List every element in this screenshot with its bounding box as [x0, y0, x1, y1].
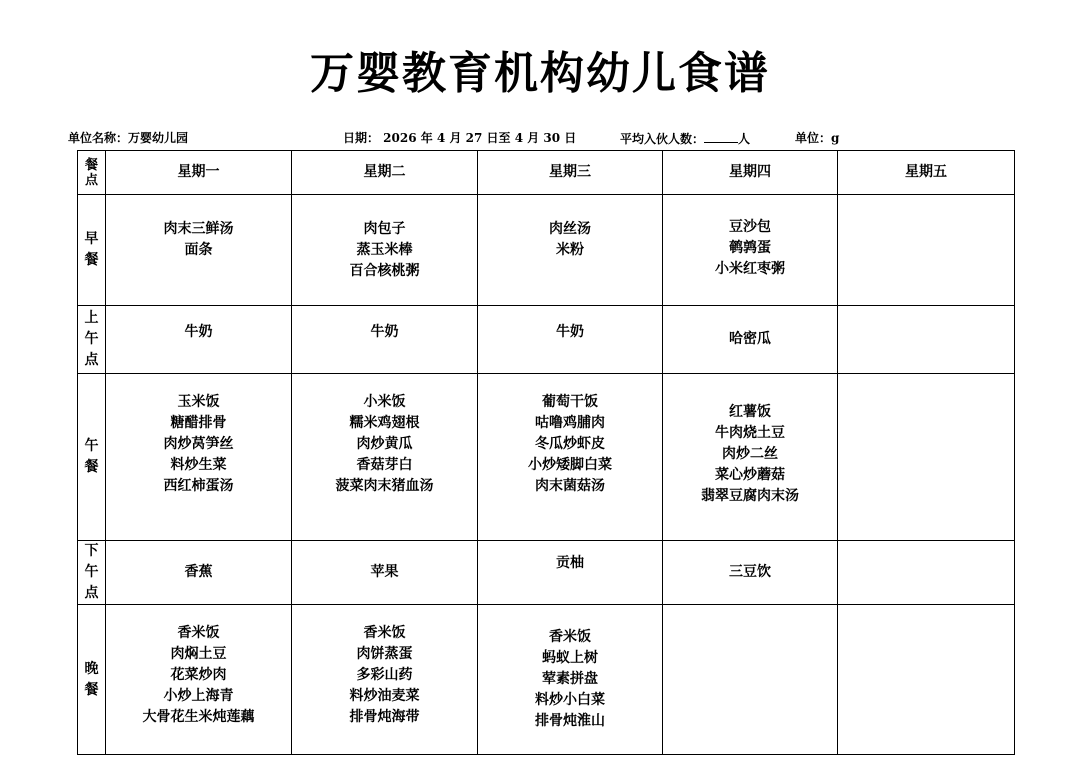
dish: 米粉	[556, 242, 584, 258]
dish: 苹果	[370, 564, 399, 580]
meal-label-char: 餐	[84, 681, 99, 698]
dish: 肉包子	[363, 220, 406, 237]
dish: 牛奶	[556, 324, 584, 340]
dish: 糖醋排骨	[170, 415, 227, 431]
dish: 香蕉	[184, 564, 213, 580]
dish: 香菇芽白	[356, 457, 413, 473]
dish: 哈密瓜	[729, 331, 771, 347]
meal-label-char: 点	[84, 585, 99, 601]
afternoon-snack-monday	[106, 541, 292, 605]
lunch-thursday	[663, 374, 838, 541]
lunch-monday	[106, 374, 292, 541]
dish: 豆沙包	[729, 219, 771, 235]
dish: 小炒矮脚白菜	[528, 457, 612, 473]
lunch-friday	[838, 374, 1015, 541]
date-range: 日期： 2026 年 4 月 27 日至 4 月 30 日	[343, 131, 577, 145]
dish: 三豆饮	[729, 564, 771, 580]
meal-label-char: 午	[84, 331, 99, 347]
dish: 肉末三鲜汤	[163, 221, 234, 237]
dish: 香米饭	[177, 625, 220, 641]
dish: 蚂蚁上树	[542, 650, 598, 666]
table-row-lunch	[78, 374, 1015, 541]
dish: 肉末菌菇汤	[535, 478, 605, 494]
lunch-tuesday	[292, 374, 478, 541]
dish: 西红柿蛋汤	[163, 478, 234, 494]
dish: 小米饭	[363, 394, 406, 410]
dish: 菜心炒蘑菇	[715, 467, 785, 483]
day-header-monday: 星期一	[106, 151, 292, 195]
day-header-tuesday: 星期二	[292, 151, 478, 195]
table-row-afternoon-snack	[78, 541, 1015, 605]
dish: 小炒上海青	[163, 688, 234, 704]
day-header-friday: 星期五	[838, 151, 1015, 195]
dinner-monday	[106, 605, 292, 755]
dish: 香米饭	[363, 625, 406, 641]
measurement-unit: 单位：g	[795, 131, 840, 145]
average-attendance	[620, 128, 750, 148]
dish: 香米饭	[549, 629, 591, 645]
dish: 玉米饭	[177, 394, 220, 410]
dish: 肉炒二丝	[722, 446, 778, 462]
day-header-wednesday: 星期三	[478, 151, 663, 195]
meal-label-morning-snack	[78, 306, 106, 374]
average-attendance-label: 平均入伙人数：	[620, 132, 705, 146]
meal-label-char: 餐	[84, 252, 99, 268]
dish: 肉焖土豆	[170, 646, 227, 662]
meal-column-header	[78, 151, 106, 195]
dinner-thursday	[663, 605, 838, 755]
dinner-wednesday	[478, 605, 663, 755]
dish: 排骨炖淮山	[535, 713, 605, 729]
meal-label-char: 点	[84, 352, 99, 368]
dish: 料炒油麦菜	[349, 688, 420, 704]
unit-name-value: 万婴幼儿园	[128, 131, 189, 145]
dish: 排骨炖海带	[349, 709, 420, 725]
breakfast-monday	[106, 195, 292, 306]
breakfast-tuesday	[292, 195, 478, 306]
afternoon-snack-wednesday	[478, 541, 663, 605]
morning-snack-friday	[838, 306, 1015, 374]
average-attendance-blank	[704, 128, 738, 143]
table-row-dinner	[78, 605, 1015, 755]
dish: 糯米鸡翅根	[349, 415, 420, 431]
unit-name	[68, 128, 188, 148]
dish: 冬瓜炒虾皮	[535, 436, 605, 452]
breakfast-friday	[838, 195, 1015, 306]
meal-label-char: 午	[84, 438, 99, 454]
breakfast-thursday	[663, 195, 838, 306]
dish: 蒸玉米棒	[356, 241, 413, 258]
dish: 鹌鹑蛋	[729, 240, 771, 256]
meal-label-breakfast	[78, 195, 106, 306]
morning-snack-monday	[106, 306, 292, 374]
dish: 葡萄干饭	[542, 394, 598, 410]
dish: 肉饼蒸蛋	[356, 646, 413, 662]
morning-snack-tuesday	[292, 306, 478, 374]
lunch-wednesday	[478, 374, 663, 541]
meal-label-char: 餐	[84, 459, 99, 475]
dish: 肉炒黄瓜	[356, 436, 413, 452]
dish: 大骨花生米炖莲藕	[142, 709, 255, 725]
afternoon-snack-tuesday	[292, 541, 478, 605]
morning-snack-thursday	[663, 306, 838, 374]
dish: 贡柚	[556, 555, 584, 571]
table-row-breakfast	[78, 195, 1015, 306]
day-header-thursday: 星期四	[663, 151, 838, 195]
header-row	[78, 151, 1015, 195]
meal-column-header-char: 餐	[84, 157, 98, 173]
meal-label-char: 晚	[84, 660, 99, 677]
meal-label-char: 下	[84, 543, 99, 559]
meal-column-header-char: 点	[84, 172, 98, 188]
table-row-morning-snack	[78, 306, 1015, 374]
meal-label-dinner	[78, 605, 106, 755]
meal-label-char: 早	[84, 231, 99, 247]
dish: 咕噜鸡脯肉	[535, 415, 605, 431]
afternoon-snack-friday	[838, 541, 1015, 605]
menu-table	[77, 150, 1015, 755]
dish: 料炒小白菜	[535, 692, 605, 708]
breakfast-wednesday	[478, 195, 663, 306]
dish: 菠菜肉末猪血汤	[335, 478, 434, 494]
afternoon-snack-thursday	[663, 541, 838, 605]
meal-label-lunch	[78, 374, 106, 541]
dish: 小米红枣粥	[715, 261, 785, 277]
dish: 料炒生菜	[170, 457, 227, 473]
dish: 多彩山药	[356, 667, 413, 683]
meal-label-char: 上	[84, 310, 99, 326]
dinner-friday	[838, 605, 1015, 755]
morning-snack-wednesday	[478, 306, 663, 374]
dish: 百合核桃粥	[349, 262, 420, 279]
dish: 牛奶	[370, 324, 399, 340]
dish: 红薯饭	[729, 404, 771, 420]
dish: 荤素拼盘	[542, 671, 598, 687]
unit-name-label: 单位名称：	[68, 131, 129, 145]
dish: 面条	[184, 242, 213, 258]
dish: 肉炒莴笋丝	[163, 436, 234, 452]
average-attendance-suffix: 人	[738, 132, 751, 146]
dish: 肉丝汤	[549, 221, 591, 237]
meal-label-afternoon-snack	[78, 541, 106, 605]
dish: 翡翠豆腐肉末汤	[701, 488, 799, 504]
dish: 牛肉烧土豆	[715, 425, 785, 441]
meal-label-char: 午	[84, 564, 99, 580]
dinner-tuesday	[292, 605, 478, 755]
page-title: 万婴教育机构幼儿食谱	[310, 48, 770, 99]
dish: 花菜炒肉	[170, 667, 227, 683]
dish: 牛奶	[184, 324, 213, 340]
